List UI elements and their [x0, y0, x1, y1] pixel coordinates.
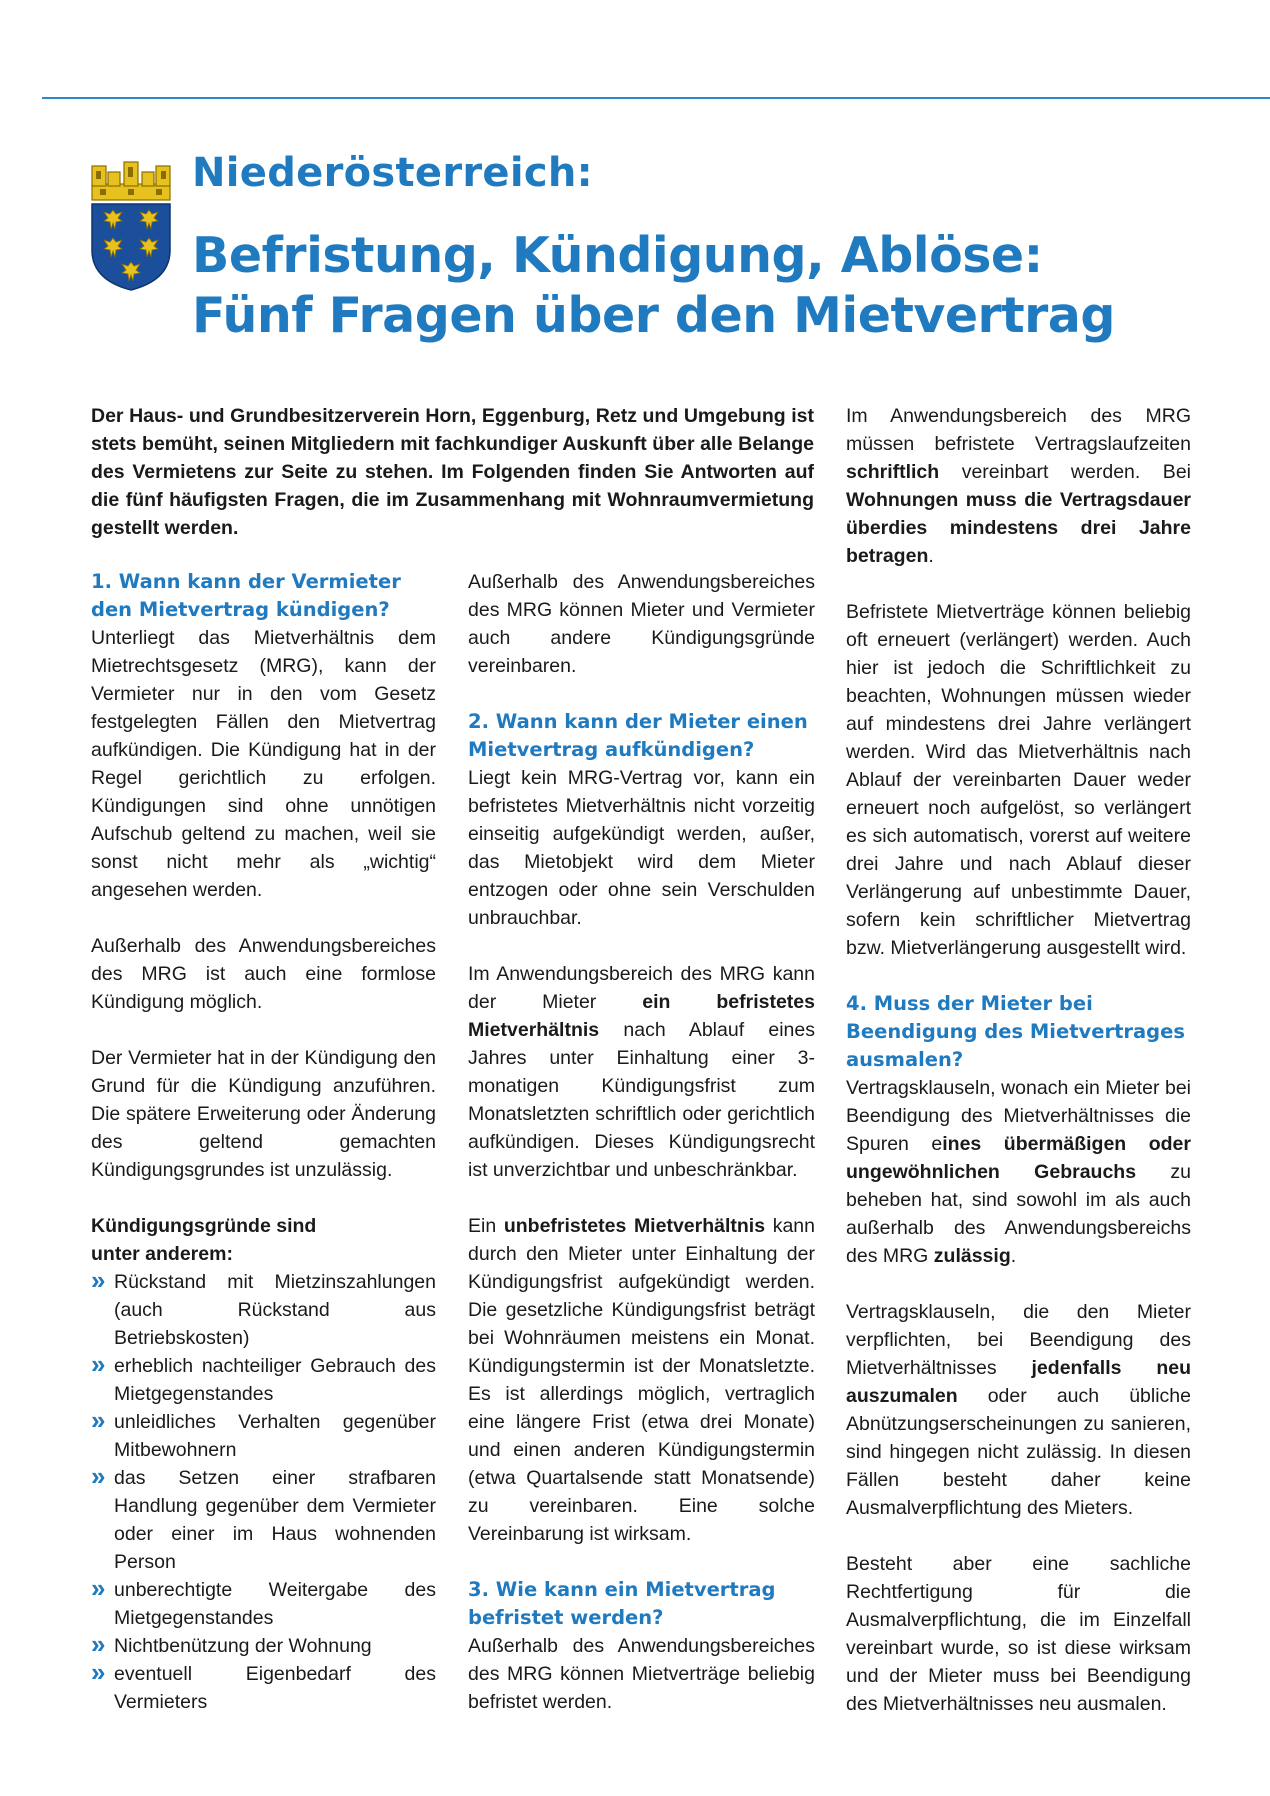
chevron-bullet-icon: »	[91, 1629, 106, 1659]
q2-paragraph-2: Im Anwendungsbereich des MRG kann der Mieter ein befristetes Mietverhältnis nach Ablauf eines Jahres unter Einhaltung einer 3-monatigen Kündigungsfrist zum Monatsletzten schriftlich oder gerichtlich aufkündigen. Dieses Kündigungsrecht ist unverzichtbar und unbeschränkbar.	[468, 963, 815, 1181]
q3-paragraph-3: Befristete Mietverträge können beliebig oft erneuert (verlängert) werden. Auch hier ist jedoch die Schriftlichkeit zu beachten, Wohnungen müssen wieder auf mindestens drei Jahre verlängert werden. Wird das Mietverhältnis nach Ablauf der vereinbarten Dauer weder erneuert noch aufgelöst, so verlängert es sich automatisch, vorerst auf weitere drei Jahre und nach Ablauf dieser Verlängerung auf unbestimmte Dauer, sofern kein schriftlicher Mietvertrag bzw. Mietverlängerung ausgestellt wird.	[846, 601, 1191, 959]
reasons-list	[91, 1265, 436, 1716]
list-item: » erheblich nachteiliger Gebrauch des Mietgegenstandes	[91, 1349, 436, 1405]
q3-paragraph-1: Außerhalb des Anwendungsbereiches des MRG können Mietverträge beliebig befristet werden.	[468, 1635, 815, 1713]
q4-paragraph-1: Vertragsklauseln, wonach ein Mieter bei Beendigung des Mietverhältnisses die Spuren eines übermäßigen oder ungewöhnlichen Gebrauchs zu beheben hat, sind sowohl im als auch außerhalb des Anwendungsbereichs des MRG zulässig.	[846, 1077, 1191, 1267]
list-item: » unleidliches Verhalten gegenüber Mitbewohnern	[91, 1405, 436, 1461]
page-title	[192, 226, 1192, 346]
column-2	[468, 568, 815, 1716]
question-2-heading: 2. Wann kann der Mieter einen Mietvertrag aufkündigen?	[468, 710, 808, 761]
list-item: » Nichtbenützung der Wohnung	[91, 1629, 372, 1659]
intro-paragraph: Der Haus- und Grundbesitzerverein Horn, Eggenburg, Retz und Umgebung ist stets bemüht, seinen Mitgliedern mit fachkundiger Auskunft über alle Belange des Vermietens zur Seite zu stehen. Im Folgenden finden Sie Antworten auf die fünf häufigsten Fragen, die im Zusammenhang mit Wohnraumvermietung gestellt werden.	[91, 405, 814, 539]
chevron-bullet-icon: »	[91, 1461, 106, 1491]
q3-paragraph-2: Im Anwendungsbereich des MRG müssen befristete Vertragslaufzeiten schriftlich vereinbart werden. Bei Wohnungen muss die Vertragsdauer überdies mindestens drei Jahre betragen.	[846, 405, 1191, 567]
question-3-heading: 3. Wie kann ein Mietvertrag befristet werden?	[468, 1578, 776, 1629]
q2-paragraph-1: Liegt kein MRG-Vertrag vor, kann ein befristetes Mietverhältnis nicht vorzeitig einseitig aufgekündigt werden, außer, das Mietobjekt wird dem Mieter entzogen oder ohne sein Verschulden unbrauchbar.	[468, 767, 815, 929]
top-rule	[42, 97, 1270, 99]
q1-paragraph-1: Unterliegt das Mietverhältnis dem Mietrechtsgesetz (MRG), kann der Vermieter nur in den vom Gesetz festgelegten Fällen den Mietvertrag aufkündigen. Die Kündigung hat in der Regel gerichtlich zu erfolgen. Kündigungen sind ohne unnötigen Aufschub geltend zu machen, weil sie sonst nicht mehr als „wichtig“ angesehen werden.	[91, 627, 436, 901]
q1-paragraph-2: Außerhalb des Anwendungsbereiches des MRG ist auch eine formlose Kündigung möglich.	[91, 935, 436, 1013]
title-line-1: Befristung, Kündigung, Ablöse:	[192, 227, 1043, 284]
col2-paragraph-top: Außerhalb des Anwendungsbereiches des MRG können Mieter und Vermieter auch andere Kündigungsgründe vereinbaren.	[468, 571, 815, 677]
column-3	[846, 402, 1191, 1718]
chevron-bullet-icon: »	[91, 1657, 106, 1687]
column-1	[91, 568, 436, 1716]
question-1-heading: 1. Wann kann der Vermieter den Mietvertrag kündigen?	[91, 570, 401, 621]
q1-paragraph-3: Der Vermieter hat in der Kündigung den Grund für die Kündigung anzuführen. Die spätere Erweiterung oder Änderung des geltend gemachten Kündigungsgrundes ist unzulässig.	[91, 1047, 436, 1181]
lower-austria-coat-of-arms-icon	[88, 158, 174, 292]
q2-paragraph-3: Ein unbefristetes Mietverhältnis kann durch den Mieter unter Einhaltung der Kündigungsfrist aufgekündigt werden. Die gesetzliche Kündigungsfrist beträgt bei Wohnräumen meistens ein Monat. Kündigungstermin ist der Monatsletzte. Es ist allerdings möglich, vertraglich eine längere Frist (etwa drei Monate) und einen anderen Kündigungstermin (etwa Quartalsende statt Monatsende) zu vereinbaren. Eine solche Vereinbarung ist wirksam.	[468, 1215, 815, 1545]
q4-paragraph-2: Vertragsklauseln, die den Mieter verpflichten, bei Beendigung des Mietverhältnisses jedenfalls neu auszumalen oder auch übliche Abnützungserscheinungen zu sanieren, sind hingegen nicht zulässig. In diesen Fällen besteht daher keine Ausmalverpflichtung des Mieters.	[846, 1301, 1191, 1519]
chevron-bullet-icon: »	[91, 1349, 106, 1379]
chevron-bullet-icon: »	[91, 1265, 106, 1295]
list-item: » das Setzen einer strafbaren Handlung gegenüber dem Vermieter oder einer im Haus wohnenden Person	[91, 1461, 436, 1573]
title-line-2: Fünf Fragen über den Mietvertrag	[192, 287, 1115, 344]
chevron-bullet-icon: »	[91, 1573, 106, 1603]
list-item: » eventuell Eigenbedarf des Vermieters	[91, 1657, 436, 1713]
q4-paragraph-3: Besteht aber eine sachliche Rechtfertigung für die Ausmalverpflichtung, die im Einzelfall vereinbart wurde, so ist diese wirksam und der Mieter muss bei Beendigung des Mietverhältnisses neu ausmalen.	[846, 1553, 1191, 1715]
question-4-heading: 4. Muss der Mieter bei Beendigung des Mietvertrages ausmalen?	[846, 992, 1185, 1071]
region-kicker: Niederösterreich:	[192, 150, 593, 196]
chevron-bullet-icon: »	[91, 1405, 106, 1435]
list-item: » unberechtigte Weitergabe des Mietgegenstandes	[91, 1573, 436, 1629]
reasons-title: Kündigungsgründe sind unter anderem:	[91, 1215, 317, 1265]
list-item: » Rückstand mit Mietzinszahlungen (auch Rückstand aus Betriebskosten)	[91, 1265, 436, 1349]
